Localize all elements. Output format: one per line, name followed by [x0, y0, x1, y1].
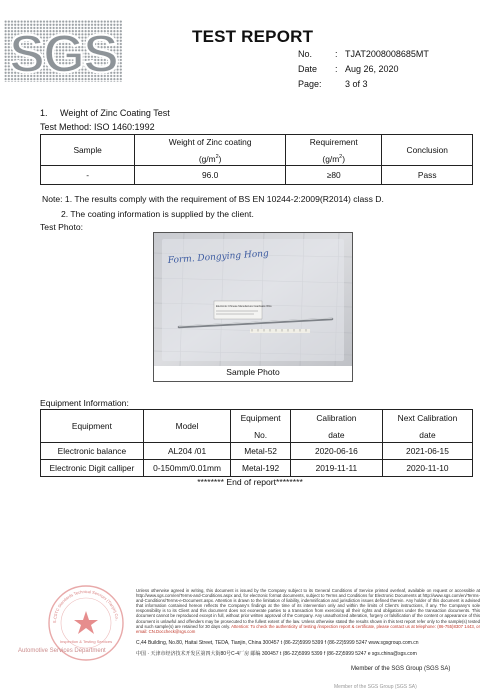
header-requirement: Requirement $(g/m^2)$: [285, 135, 381, 166]
report-date: Date : Aug 26, 2020: [298, 64, 399, 74]
cell-calibration-date: 2019-11-11: [290, 460, 382, 477]
cell-next-calibration: 2021-06-15: [382, 443, 472, 460]
table-row: [41, 443, 473, 460]
cell-weight: 96.0: [135, 166, 286, 185]
table-row: [41, 460, 473, 477]
cell-equipment: Electronic Digit calliper: [41, 460, 144, 477]
member-line-faded: Member of the SGS Group (SGS SA): [334, 684, 417, 690]
photo-caption: Sample Photo: [226, 367, 280, 377]
section-heading: 1. Weight of Zinc Coating Test: [40, 108, 170, 118]
note-1: Note: 1. The results comply with the requirement of BS EN 10244-2:2009(R2014) class D.: [42, 194, 384, 204]
svg-text:SGS-CSTC Standards Technical S: S-CSTC Standards Technical Services (Tianjin) Co.,: [51, 588, 120, 624]
cell-next-calibration: 2020-11-10: [382, 460, 472, 477]
table-row: [41, 166, 473, 185]
sgs-logo: [4, 20, 122, 82]
cell-model: AL204 /01: [143, 443, 230, 460]
terms-text: Unless otherwise agreed in writing, this document is issued by the Company subject to its General Conditions of Service printed overleaf, available on request or accessible at http://www.sgs.com/en/Terms-and-Conditions.aspx and, for electronic format documents, subject to Terms and Conditions for Electronic Documents at http://www.sgs.com/en/Terms-and-Conditions/Terms-e-Document.aspx. Attention is drawn to the limitation of liability, indemnification and jurisdiction issues defined therein. Any holder of this document is advised that information contained hereon reflects the Company's findings at the time of its intervention only and within the limits of Client's instructions, if any. The Company's sole responsibility is to its Client and this document does not exonerate parties to a transaction from exercising all their rights and obligations under the transaction documents. This document cannot be reproduced except in full, without prior written approval of the Company. Any unauthorized alteration, forgery or falsification of the content or appearance of this document is unlawful and offenders may be prosecuted to the fullest extent of the law. Unless otherwise stated the results shown in this test report refer only to the sample(s) tested and such sample(s) are retained for 30 days only. Attention: To check the authenticity of testing /inspection report & certificate, please contact us at telephone: (86-755)8307 1443, or email: CN.Doccheck@sgs.com: [136, 588, 480, 634]
cell-calibration-date: 2020-06-16: [290, 443, 382, 460]
seal-department: Automotive Services Department: [18, 648, 106, 654]
sample-tag-text: Electronic Chinese Manufacturer Hardware Wire: [216, 305, 272, 308]
cell-equipment-no: Metal-52: [231, 443, 291, 460]
header-conclusion: Conclusion: [382, 135, 473, 166]
cell-equipment: Electronic balance: [41, 443, 144, 460]
header-next-calibration: Next Calibration date: [382, 410, 472, 443]
cell-conclusion: Pass: [382, 166, 473, 185]
report-title: TEST REPORT: [192, 27, 314, 46]
cell-requirement: ≥80: [285, 166, 381, 185]
sample-photo-frame: [153, 232, 353, 382]
note-2: 2. The coating information is supplied by the client.: [61, 209, 254, 219]
header-calibration-date: Calibration date: [290, 410, 382, 443]
end-of-report: ******** End of report********: [197, 477, 303, 487]
sample-tag-icon: [214, 301, 262, 319]
header-equipment: Equipment: [41, 410, 144, 443]
address-english: C,44 Building, No.80, Haitai Street, TEDA, Tianjin, China 300457 t (86-22)5999 5399 f (86-22)5999 5247 www.sgsgroup.com.cn: [136, 640, 419, 646]
authenticity-notice: Attention: To check the authenticity of testing /inspection report & certificate, please contact us at telephone: (86-755)8307 1443, or email: CN.Doccheck@sgs.com: [136, 623, 480, 634]
equipment-label: Equipment Information:: [40, 398, 129, 408]
member-line: Member of the SGS Group (SGS SA): [351, 666, 451, 672]
cell-equipment-no: Metal-192: [231, 460, 291, 477]
cell-sample: -: [41, 166, 135, 185]
svg-text:SGS: SGS: [8, 24, 118, 82]
equipment-table: [40, 409, 473, 477]
header-equipment-no: Equipment No.: [231, 410, 291, 443]
test-photo-label: Test Photo:: [40, 222, 83, 232]
cell-model: 0-150mm/0.01mm: [143, 460, 230, 477]
header-model: Model: [143, 410, 230, 443]
handwriting-text: Form. Dongying Hong: [167, 248, 270, 266]
report-number: No. : TJAT2008008685MT: [298, 49, 429, 59]
sample-photo: [154, 233, 352, 366]
test-method: Test Method: ISO 1460:1992: [40, 122, 155, 132]
report-page: Page: 3 of 3: [298, 79, 368, 89]
zinc-coating-table: [40, 134, 473, 185]
address-chinese: 中国 · 天津市经济技术开发区第四大街80号C-4厂房 邮编 300457 t (86-22)5999 5399 f (86-22)5999 5247 e sgs.china@sgs.com: [136, 651, 417, 657]
header-sample: Sample: [41, 135, 135, 166]
svg-text:Inspection & Testing Services: Inspection & Testing Services: [59, 639, 113, 644]
header-weight: Weight of Zinc coating $(g/m^2)$: [135, 135, 286, 166]
